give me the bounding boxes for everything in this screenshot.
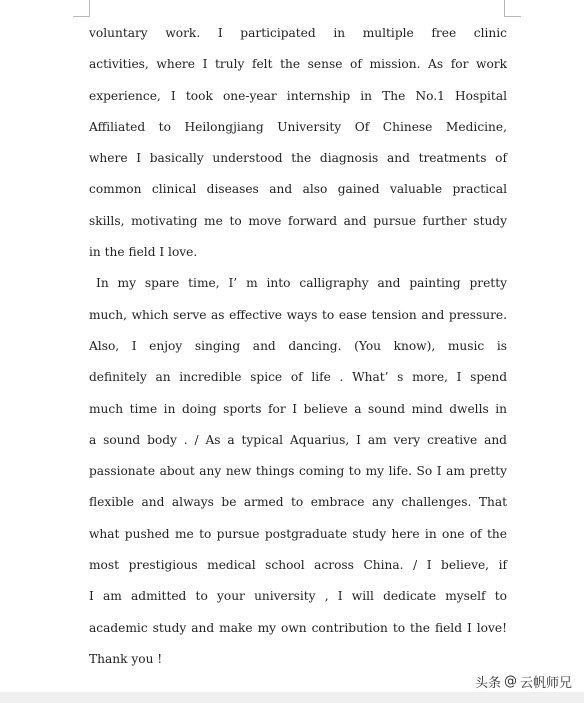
text-line: common clinical diseases and also gained valuable practical — [89, 182, 507, 197]
text-line: most prestigious medical school across China. / I believe, if — [89, 558, 507, 573]
text-line: Also, I enjoy singing and dancing. (You know), music is — [89, 338, 507, 353]
text-line: where I basically understood the diagnosis and treatments of — [89, 151, 507, 166]
text-line: passionate about any new things coming to my life. So I am pretty — [89, 464, 507, 479]
text-line: in the field I love. — [89, 245, 198, 260]
text-line: activities, where I truly felt the sense of mission. As for work — [89, 57, 507, 72]
text-line: Affiliated to Heilongjiang University Of Chinese Medicine, — [89, 119, 507, 134]
watermark-prefix: 头条 — [474, 676, 501, 691]
text-line: what pushed me to pursue postgraduate study here in one of the — [89, 526, 507, 541]
text-line: voluntary work. I participated in multiple free clinic — [89, 26, 507, 40]
document-body-text — [89, 18, 507, 675]
at-sign: @ — [503, 674, 517, 689]
text-line: much time in doing sports for I believe a sound mind dwells in — [89, 401, 507, 416]
text-line: Thank you ! — [89, 651, 163, 666]
watermark-author: 云帆师兄 — [519, 676, 572, 691]
text-line: a sound body . / As a typical Aquarius, I am very creative and — [89, 432, 507, 447]
text-line: flexible and always be armed to embrace any challenges. That — [89, 495, 507, 510]
text-line: academic study and make my own contribution to the field I love! — [89, 620, 507, 635]
text-line: much, which serve as effective ways to ease tension and pressure. — [89, 307, 507, 322]
text-line: definitely an incredible spice of life . What’ s more, I spend — [89, 370, 507, 385]
text-line: experience, I took one-year internship in The No.1 Hospital — [89, 88, 507, 103]
left-margin-corner-mark — [73, 0, 90, 17]
text-line: I am admitted to your university , I will dedicate myself to — [89, 589, 507, 604]
watermark — [475, 672, 572, 691]
text-line: skills, motivating me to move forward and pursue further study — [89, 213, 507, 228]
page-bottom-gap — [0, 692, 584, 703]
text-line: In my spare time, I’ m into calligraphy and painting pretty — [96, 276, 507, 291]
right-margin-corner-mark — [504, 0, 521, 17]
